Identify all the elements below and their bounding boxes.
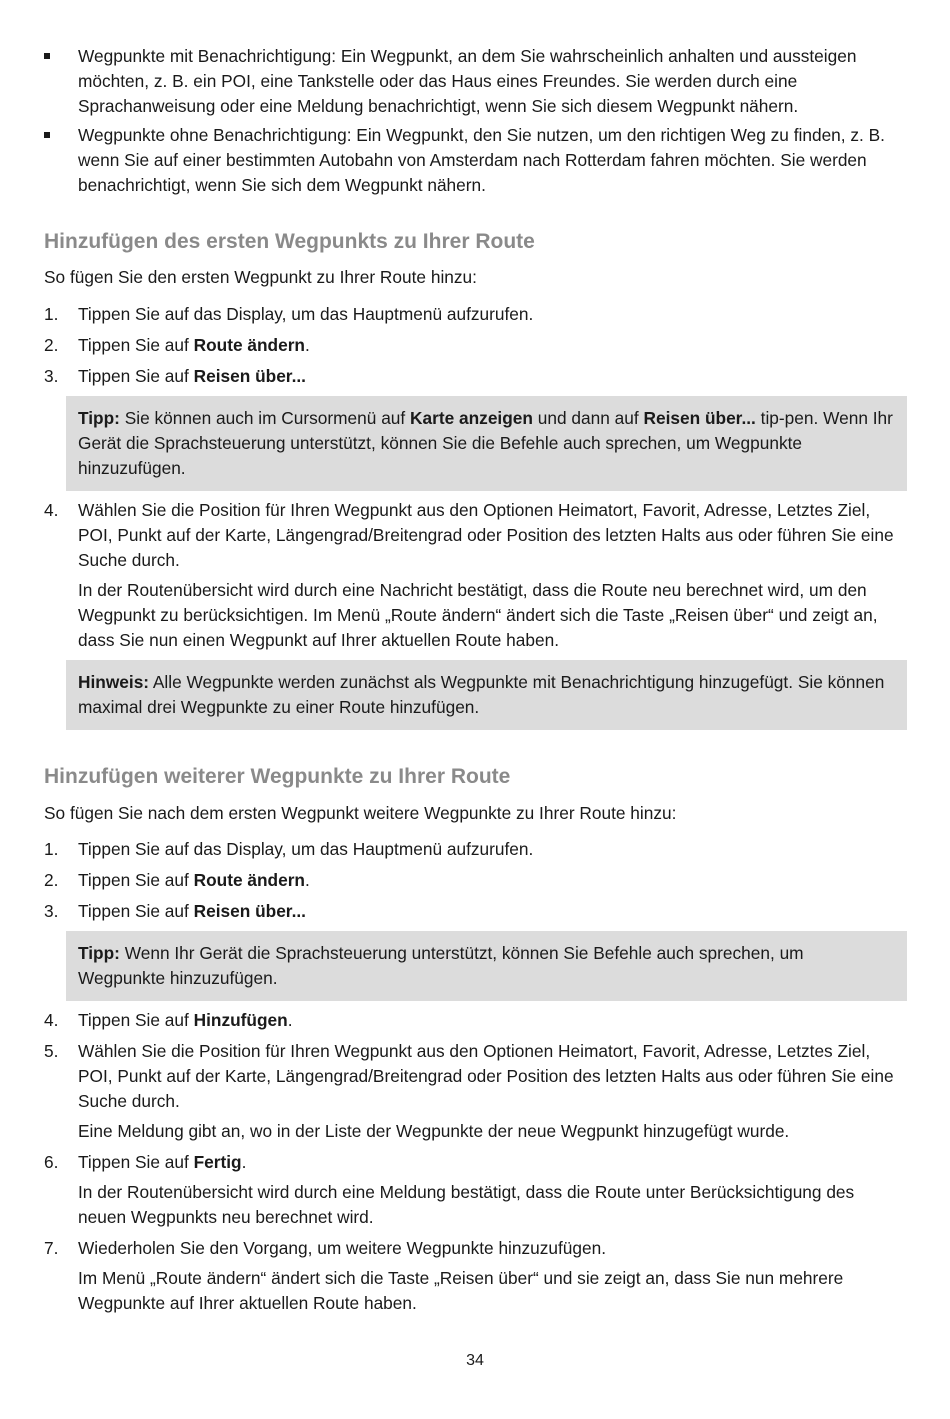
document-page [44,44,907,1316]
step-number: 3. [44,901,59,921]
steps-list [44,302,907,389]
step-item [44,364,907,389]
steps-list [44,1150,907,1175]
step-number: 1. [44,304,59,324]
step-text-pre: Tippen Sie auf [78,901,194,921]
tip-box [66,396,907,491]
step-number: 1. [44,839,59,859]
ui-term: Fertig [193,1152,242,1172]
bullet-item [44,44,907,119]
step-item [44,302,907,327]
tip-text: Sie können auch im Cursormenü auf [119,408,411,428]
note-text: Alle Wegpunkte werden zunächst als Wegpunkte mit Benachrichtigung hinzugefügt. Sie können maximal drei Wegpunkte zu einer Route hinzufügen. [78,672,885,717]
step-item [44,1039,907,1114]
step-item [44,498,907,573]
step-text: Wählen Sie die Position für Ihren Wegpunkt aus den Optionen Heimatort, Favorit, Adresse, Letztes Ziel, POI, Punkt auf der Karte, Längengrad/Breitengrad oder Position des letzten Halts aus oder führen Sie eine Suche durch. [78,500,894,570]
step-text: Wählen Sie die Position für Ihren Wegpunkt aus den Optionen Heimatort, Favorit, Adresse, Letztes Ziel, POI, Punkt auf der Karte, Längengrad/Breitengrad oder Position des letzten Halts aus oder führen Sie eine Suche durch. [78,1041,894,1111]
steps-list [44,1236,907,1261]
step-text-post: . [241,1152,247,1172]
page-number: 34 [466,1352,484,1369]
note-box [66,660,907,730]
step-item [44,333,907,358]
section-heading: Hinzufügen des ersten Wegpunkts zu Ihrer Route [44,230,535,253]
tip-text: Wenn Ihr Gerät die Sprachsteuerung unterstützt, können Sie Befehle auch sprechen, um Wegpunkte hinzuzufügen. [78,943,804,988]
step-text-pre: Tippen Sie auf [78,1010,194,1030]
bullet-square-icon [44,132,50,138]
step-text-pre: Tippen Sie auf [78,870,194,890]
step-text-pre: Tippen Sie auf [78,1152,194,1172]
step-item [44,1150,907,1175]
step-text: Tippen Sie auf das Display, um das Hauptmenü aufzurufen. [78,304,534,324]
step-text-pre: Tippen Sie auf [78,366,194,386]
bullet-square-icon [44,53,50,59]
section-intro: So fügen Sie nach dem ersten Wegpunkt weitere Wegpunkte zu Ihrer Route hinzu: [44,803,677,823]
step-text-pre: Tippen Sie auf [78,335,194,355]
tip-text: tip-pen. Wenn Ihr Gerät die Sprachsteuerung unterstützt, können Sie die Befehle auch sprechen, um Wegpunkte hinzuzufügen. [78,408,893,478]
step-number: 2. [44,335,59,355]
ui-term: Route ändern [193,335,305,355]
ui-term: Reisen über... [643,408,756,428]
step-detail: Eine Meldung gibt an, wo in der Liste der Wegpunkte der neue Wegpunkt hinzugefügt wurde. [78,1121,790,1141]
step-detail: In der Routenübersicht wird durch eine Nachricht bestätigt, dass die Route neu berechnet wird, um den Wegpunkt zu berücksichtigen. Im Menü „Route ändern“ ändert sich die Taste „Reisen über“ und zeigt an, dass Sie nun einen Wegpunkt auf Ihrer aktuellen Route haben. [78,580,878,650]
step-text-post: . [304,335,310,355]
waypoint-type-list [44,44,907,198]
tip-label: Tipp: [78,943,120,963]
step-text-post: . [304,870,310,890]
step-number: 5. [44,1041,59,1061]
step-detail: Im Menü „Route ändern“ ändert sich die Taste „Reisen über“ und sie zeigt an, dass Sie nun mehrere Wegpunkte auf Ihrer aktuellen Route haben. [78,1268,844,1313]
ui-term: Karte anzeigen [410,408,533,428]
tip-box [66,931,907,1001]
ui-term: Reisen über... [193,366,306,386]
ui-term: Route ändern [193,870,305,890]
steps-list [44,498,907,573]
bullet-text: Wegpunkte mit Benachrichtigung: Ein Wegpunkt, an dem Sie wahrscheinlich anhalten und aussteigen möchten, z. B. ein POI, eine Tankstelle oder das Haus eines Freundes. Sie werden durch eine Sprachanweisung oder eine Meldung benachrichtigt, wenn Sie sich diesem Wegpunkt nähern. [78,46,857,116]
step-detail: In der Routenübersicht wird durch eine Meldung bestätigt, dass die Route unter Berücksichtigung des neuen Wegpunkts neu berechnet wird. [78,1182,855,1227]
section-heading: Hinzufügen weiterer Wegpunkte zu Ihrer Route [44,765,511,788]
bullet-text: Wegpunkte ohne Benachrichtigung: Ein Wegpunkt, den Sie nutzen, um den richtigen Weg zu finden, z. B. wenn Sie auf einer bestimmten Autobahn von Amsterdam nach Rotterdam fahren möchten. Sie werden benachrichtigt, wenn Sie sich dem Wegpunkt nähern. [78,125,885,195]
step-number: 6. [44,1152,59,1172]
bullet-item [44,123,907,198]
note-label: Hinweis: [78,672,150,692]
step-text-post: . [287,1010,293,1030]
step-number: 7. [44,1238,59,1258]
ui-term: Reisen über... [193,901,306,921]
tip-label: Tipp: [78,408,120,428]
step-item [44,1236,907,1261]
ui-term: Hinzufügen [193,1010,288,1030]
steps-list [44,837,907,924]
steps-list [44,1008,907,1114]
step-text: Tippen Sie auf das Display, um das Hauptmenü aufzurufen. [78,839,534,859]
tip-text: und dann auf [532,408,644,428]
step-text: Wiederholen Sie den Vorgang, um weitere Wegpunkte hinzuzufügen. [78,1238,607,1258]
step-number: 2. [44,870,59,890]
step-item [44,1008,907,1033]
step-item [44,868,907,893]
step-item [44,899,907,924]
step-number: 4. [44,500,59,520]
step-number: 4. [44,1010,59,1030]
step-number: 3. [44,366,59,386]
step-item [44,837,907,862]
section-intro: So fügen Sie den ersten Wegpunkt zu Ihrer Route hinzu: [44,267,477,287]
